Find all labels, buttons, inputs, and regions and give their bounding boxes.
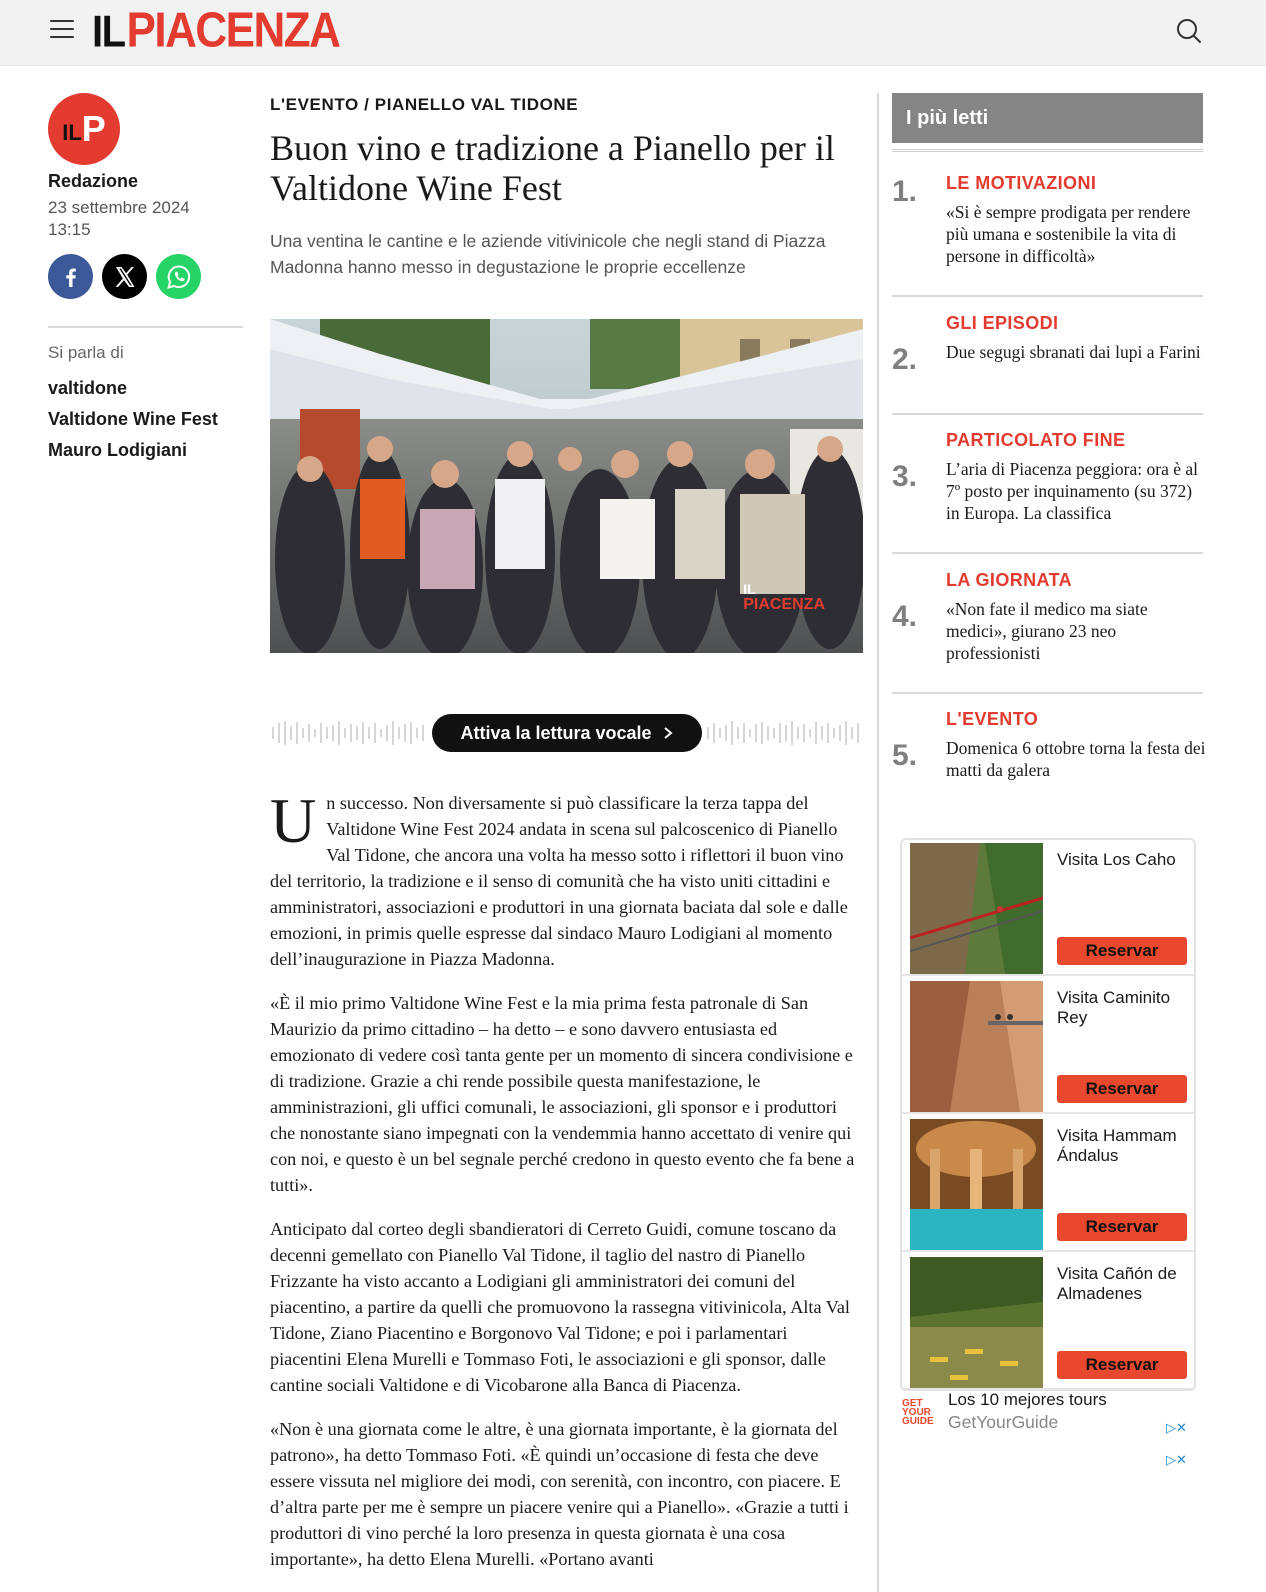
most-read-separator — [892, 295, 1203, 297]
most-read-kicker: LA GIORNATA — [946, 570, 1073, 590]
ad-image — [910, 1119, 1043, 1250]
publish-date — [48, 197, 238, 241]
most-read-separator — [892, 692, 1203, 694]
ad-title[interactable]: Visita Cañón de Almadenes — [1057, 1264, 1177, 1303]
search-icon[interactable] — [1174, 16, 1204, 46]
rank-number: 5. — [892, 739, 918, 772]
most-read-title: «Si è sempre prodigata per rendere più umana e sostenibile la vita di persone in difficoltà» — [946, 202, 1191, 266]
x-share-button[interactable] — [102, 254, 147, 299]
paragraph-text: n successo. Non diversamente si può classificare la terza tappa del Valtidone Wine Fest 2024 andata in scena sul palcoscenico di Pianello Val Tidone, che ancora una volta ha messo sotto i riflettori il buon vino del territorio, la tradizione e il senso di comunità che ha visto uniti cittadini e amministratori, associazioni e produttori in una giornata baciata dal sole e dalle emozioni, in primis quelle espresse dal sindaco Mauro Lodigiani al momento dell’inaugurazione in Piazza Madonna. — [270, 793, 848, 969]
menu-icon[interactable] — [50, 20, 74, 40]
column-divider — [877, 93, 879, 1592]
most-read-kicker: GLI EPISODI — [946, 313, 1059, 333]
voice-reading-label: Attiva la lettura vocale — [460, 722, 652, 743]
article-paragraph: «Non è una giornata come le altre, è una giornata importante, è la giornata del patrono», ha detto Tommaso Foti. «È quindi un’occasione di festa che deve essere vissuta nel migliore dei modi, con serenità, con incontro, con piacere. E d’altra parte per me è sempre un piacere venire qui a Pianello». «Grazie a tutti i produttori di vino perché la loro presenza in questa giornata è una cosa importante», ha detto Elena Murelli. «Portano avanti — [270, 1419, 849, 1569]
avatar-il-text: IL — [62, 120, 82, 145]
article-hero-image — [270, 319, 863, 653]
voice-reading-button[interactable] — [432, 714, 702, 752]
waveform-left-icon — [270, 719, 430, 747]
facebook-icon — [60, 266, 82, 288]
most-read-kicker: L'EVENTO — [946, 709, 1039, 729]
rank-number: 2. — [892, 343, 918, 376]
left-divider — [48, 326, 243, 328]
tag-link[interactable]: Mauro Lodigiani — [48, 440, 187, 460]
tags-label: Si parla di — [48, 343, 124, 362]
reservar-button[interactable]: Reservar — [1057, 1351, 1187, 1379]
ad-card[interactable] — [902, 978, 1194, 1114]
ad-card[interactable] — [902, 1116, 1194, 1252]
article-summary: Una ventina le cantine e le aziende vitivinicole che negli stand di Piazza Madonna hanno messo in degustazione le proprie eccellenze — [270, 231, 826, 277]
logo-line: GUIDE — [902, 1416, 934, 1427]
ad-container[interactable] — [900, 838, 1196, 1391]
logo-line: GET — [902, 1398, 923, 1409]
avatar-p-text: P — [81, 108, 106, 149]
ad-footer[interactable] — [900, 1387, 1200, 1437]
ad-footer-brand[interactable]: GetYourGuide — [948, 1412, 1059, 1432]
logo-line: YOUR — [902, 1407, 931, 1418]
most-read-heading: I più letti — [892, 93, 1203, 143]
whatsapp-share-button[interactable] — [156, 254, 201, 299]
reservar-button[interactable]: Reservar — [1057, 1075, 1187, 1103]
most-read-title: Due segugi sbranati dai lupi a Farini — [946, 342, 1201, 362]
top-bar — [0, 0, 1266, 66]
most-read-separator — [892, 413, 1203, 415]
reservar-button[interactable]: Reservar — [1057, 937, 1187, 965]
ad-image — [910, 843, 1043, 974]
getyourguide-logo — [902, 1399, 934, 1426]
rank-number: 1. — [892, 175, 918, 208]
article-paragraph: Anticipato dal corteo degli sbandieratori di Cerreto Guidi, comune toscano da decenni gemellato con Pianello Val Tidone, il taglio del nastro di Pianello Frizzante ha visto accanto a Lodigiani gli amministratori dei comuni del piacentino, a partire da quelli che promuovono la rassegna vitivinicola, Alta Val Tidone, Ziano Piacentino e Borgonovo Val Tidone; e poi i parlamentari piacentini Elena Murelli e Tommaso Foti, le associazioni e gli sponsor, dalle cantine sociali Valtidone e di Vicobarone alla Banca di Piacenza. — [270, 1219, 850, 1395]
article-body — [270, 785, 863, 1590]
whatsapp-icon — [166, 264, 192, 290]
ad-title[interactable]: Visita Hammam Ándalus — [1057, 1126, 1177, 1165]
most-read-title: Domenica 6 ottobre torna la festa dei matti da galera — [946, 738, 1206, 780]
rank-number: 4. — [892, 600, 918, 633]
rank-number: 3. — [892, 460, 918, 493]
most-read-kicker: PARTICOLATO FINE — [946, 430, 1126, 450]
facebook-share-button[interactable] — [48, 254, 93, 299]
ad-image — [910, 1257, 1043, 1388]
tag-link[interactable]: valtidone — [48, 378, 128, 398]
ad-footer-title[interactable]: Los 10 mejores tours — [948, 1390, 1107, 1409]
most-read-separator — [892, 552, 1203, 554]
ad-card[interactable] — [902, 1254, 1194, 1390]
voice-reader — [270, 714, 863, 752]
image-watermark — [743, 581, 825, 613]
adchoices-icon[interactable]: ▷✕ — [1166, 1452, 1187, 1467]
author-name[interactable]: Redazione — [48, 171, 139, 191]
article-title: Buon vino e tradizione a Pianello per il Valtidone Wine Fest — [270, 128, 835, 208]
chevron-right-icon — [662, 726, 674, 740]
adchoices-icon[interactable]: ▷✕ — [1166, 1420, 1187, 1435]
watermark-il: IL — [743, 581, 756, 597]
site-logo[interactable] — [92, 3, 340, 58]
waveform-right-icon — [703, 719, 863, 747]
article-paragraph — [270, 785, 863, 972]
article-paragraph: «È il mio primo Valtidone Wine Fest e la mia prima festa patronale di San Maurizio da primo cittadino – ha detto – e sono davvero entusiasta ed emozionato di vedere così tanta gente per un momento di sincera condivisione e di tradizione. Grazie a chi rende possibile questa manifestazione, le amministrazioni, gli uffici comunali, le associazioni, gli sponsor e i produttori che nonostante siano impegnati con la vendemmia hanno accettato di venire qui con noi, e questo è un bel segnale perché credono in questo evento che fa bene a tutti». — [270, 993, 855, 1195]
drop-cap: U — [270, 785, 317, 856]
logo-il: IL — [92, 7, 125, 57]
most-read-title: «Non fate il medico ma siate medici», giurano 23 neo professionisti — [946, 599, 1148, 663]
watermark-piacenza: PIACENZA — [743, 596, 825, 613]
publish-date-day: 23 settembre 2024 — [48, 198, 190, 217]
ad-title[interactable]: Visita Caminito Rey — [1057, 988, 1171, 1027]
logo-piacenza: PIACENZA — [126, 3, 340, 58]
author-avatar[interactable] — [48, 93, 120, 165]
ad-card[interactable] — [902, 840, 1194, 976]
x-icon — [112, 264, 138, 290]
ad-title[interactable]: Visita Los Caho — [1057, 850, 1176, 869]
most-read-title: L’aria di Piacenza peggiora: ora è al 7º posto per inquinamento (su 372) in Europa. La classifica — [946, 459, 1199, 523]
tag-link[interactable]: Valtidone Wine Fest — [48, 409, 218, 429]
ad-image — [910, 981, 1043, 1112]
most-read-kicker: LE MOTIVAZIONI — [946, 173, 1097, 193]
publish-date-time: 13:15 — [48, 220, 91, 239]
most-read-rule — [892, 149, 1203, 152]
reservar-button[interactable]: Reservar — [1057, 1213, 1187, 1241]
article-kicker[interactable]: L'EVENTO / PIANELLO VAL TIDONE — [270, 95, 579, 114]
